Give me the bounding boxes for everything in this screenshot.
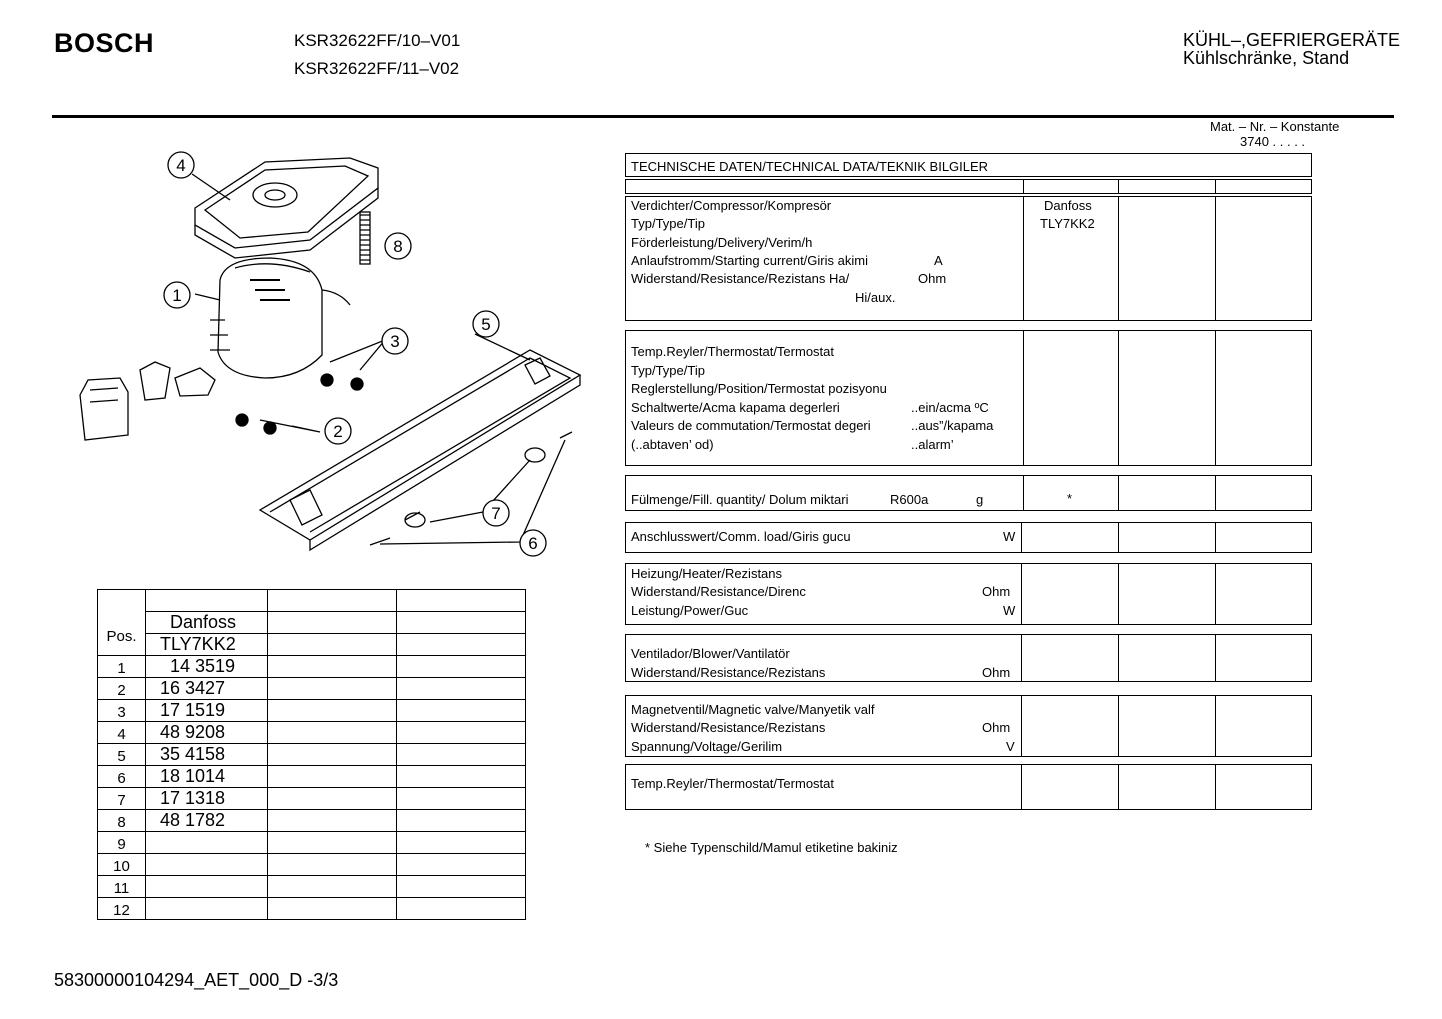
pos-cell: 12 [98,898,146,920]
footnote: * Siehe Typenschild/Mamul etiketine bakiniz [645,840,898,855]
callout-2: 2 [333,422,343,441]
document-footer: 58300000104294_AET_000_D -3/3 [54,970,339,990]
drip-tray-drawing [195,158,378,258]
resistance-unit: Ohm [918,271,947,286]
thermostat-alarm-label: ..alarm’ [911,437,954,452]
parts-header-spacer [98,590,526,612]
pos-header: Pos. [98,590,146,656]
table-row [98,744,526,766]
thermostat-switch-label: Schaltwerte/Acma kapama degerleri [631,400,840,415]
callout-1: 1 [172,286,182,305]
mounting-rail-drawing [260,350,580,550]
compressor-delivery-label: Förderleistung/Delivery/Verim/h [631,235,813,250]
table-row [98,832,526,854]
pos-cell: 11 [98,876,146,898]
thermostat2-section [625,764,1312,810]
table-row [98,810,526,832]
pos-cell: 4 [98,722,146,744]
table-row [98,678,526,700]
valve-v-unit: V [1006,739,1015,754]
header-rule [52,115,1394,118]
heater-section [625,563,1312,625]
thermostat-type-label: Typ/Type/Tip [631,363,705,378]
part-number-cell [146,854,268,876]
valve-voltage-label: Spannung/Voltage/Gerilim [631,739,783,754]
starter-relay-drawing [80,362,215,440]
blower-ohm-unit: Ohm [982,665,1011,680]
callout-4: 4 [176,156,186,175]
thermostat-section [625,330,1312,466]
pos-cell: 2 [98,678,146,700]
callout-5: 5 [481,315,491,334]
table-row [98,854,526,876]
pos-cell: 7 [98,788,146,810]
pos-cell: 3 [98,700,146,722]
blower-section [625,634,1312,682]
table-row [98,766,526,788]
table-row [98,656,526,678]
part-number-cell: 48 9208 [146,722,268,744]
valve-ohm-unit: Ohm [982,720,1011,735]
tech-title-box [625,153,1312,177]
table-row [98,722,526,744]
compressor-current-label: Anlaufstromm/Starting current/Giris akimi [631,253,868,268]
brand-logo: BOSCH [54,28,155,58]
valve-label: Magnetventil/Magnetic valve/Manyetik valf [631,702,875,717]
load-label: Anschlusswert/Comm. load/Giris gucu [631,529,851,544]
category-title: KÜHL–,GEFRIERGERÄTE [1183,30,1401,50]
heater-power-label: Leistung/Power/Guc [631,603,749,618]
callout-3: 3 [390,332,400,351]
compressor-section [625,196,1312,321]
valve-resistance-label: Widerstand/Resistance/Rezistans [631,720,826,735]
table-row [98,876,526,898]
pos-cell: 6 [98,766,146,788]
callout-8: 8 [393,237,403,256]
refrigerant-label: R600a [890,492,929,507]
compressor-drawing [210,258,350,378]
part-number-cell [146,832,268,854]
callout-6: 6 [528,534,538,553]
pos-cell: 10 [98,854,146,876]
valve-section [625,695,1312,757]
compressor-maker-value: Danfoss [1044,198,1092,213]
fill-quantity-section [625,475,1312,511]
thermostat-on-label: ..ein/acma ºC [911,400,989,415]
heater-resistance-label: Widerstand/Resistance/Direnc [631,584,806,599]
thermostat-defrost-label: (..abtaven’ od) [631,437,714,452]
part-number-cell: 17 1318 [146,788,268,810]
bushings-drawing [370,432,572,545]
tech-header-columns [625,179,1312,194]
thermostat-position-label: Reglerstellung/Position/Termostat pozisyonu [631,381,887,396]
category-subtitle: Kühlschränke, Stand [1183,48,1350,68]
table-row [98,788,526,810]
load-unit: W [1003,529,1016,544]
heater-ohm-unit: Ohm [982,584,1011,599]
spring-drawing [360,212,370,264]
model-number-2: KSR32622FF/11–V02 [294,59,460,78]
current-unit: A [934,253,943,268]
thermostat-label: Temp.Reyler/Thermostat/Termostat [631,344,835,359]
maker-header: Danfoss [146,612,268,634]
part-number-cell: 48 1782 [146,810,268,832]
compressor-label: Verdichter/Compressor/Kompresör [631,198,832,213]
part-number-cell: 18 1014 [146,766,268,788]
pos-cell: 8 [98,810,146,832]
part-number-cell: 17 1519 [146,700,268,722]
fill-quantity-label: Fülmenge/Fill. quantity/ Dolum miktari [631,492,849,507]
thermostat2-label: Temp.Reyler/Thermostat/Termostat [631,776,835,791]
parts-table [97,589,526,920]
aux-label: Hi/aux. [855,290,896,305]
compressor-resistance-label: Widerstand/Resistance/Rezistans Ha/ [631,271,850,286]
blower-resistance-label: Widerstand/Resistance/Rezistans [631,665,826,680]
blower-label: Ventilador/Blower/Vantilatör [631,646,790,661]
thermostat-off-label: ..aus”/kapama [911,418,994,433]
tech-title: TECHNISCHE DATEN/TECHNICAL DATA/TEKNIK BILGILER [631,159,989,174]
model-number-1: KSR32622FF/10–V01 [294,31,461,50]
fill-value: * [1067,491,1073,506]
compressor-type-value: TLY7KK2 [1040,216,1095,231]
parts-header-model [98,634,526,656]
pos-cell: 9 [98,832,146,854]
mat-nr-label: Mat. – Nr. – Konstante [1210,119,1340,134]
part-number-cell: 16 3427 [146,678,268,700]
callout-leaders [192,174,565,544]
pos-cell: 1 [98,656,146,678]
exploded-parts-diagram [60,140,600,570]
part-number-cell [146,898,268,920]
pos-cell: 5 [98,744,146,766]
fill-unit: g [976,492,984,507]
heater-label: Heizung/Heater/Rezistans [631,566,783,581]
table-row [98,700,526,722]
table-row [98,898,526,920]
part-number-cell [146,876,268,898]
mat-nr-value: 3740 . . . . . [1240,134,1306,149]
load-section [625,522,1312,553]
compressor-type-label: Typ/Type/Tip [631,216,705,231]
parts-header-maker [98,612,526,634]
part-number-cell: 35 4158 [146,744,268,766]
callout-7: 7 [491,504,501,523]
part-number-cell: 14 3519 [146,656,268,678]
model-header: TLY7KK2 [146,634,268,656]
thermostat-values-label: Valeurs de commutation/Termostat degeri [631,418,871,433]
heater-w-unit: W [1003,603,1016,618]
